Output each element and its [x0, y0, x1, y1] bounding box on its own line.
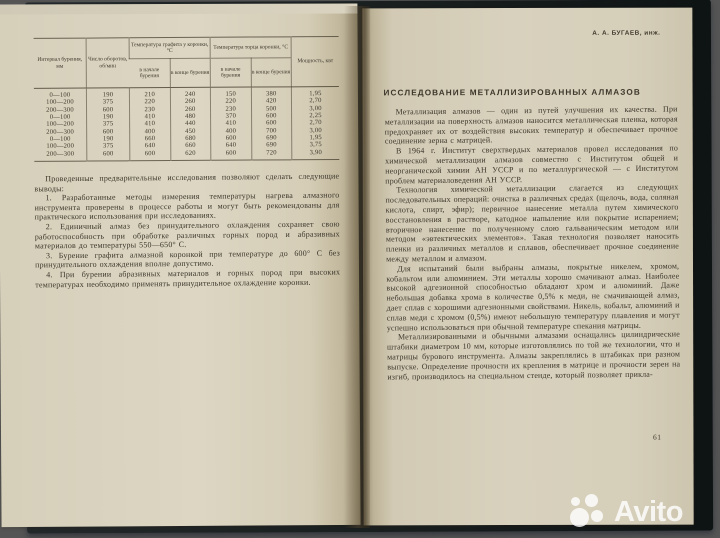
table-cell: 410 — [211, 120, 252, 128]
table-cell: 380 — [251, 87, 292, 98]
table-cell: 1,95 — [292, 134, 340, 142]
paragraph: 4. При бурении абразивных материалов и горных пород при высоких температурах необходимо применять принудительное охлаждение коронки. — [35, 267, 341, 289]
table-cell: 600 — [87, 128, 130, 136]
table-cell: 190 — [87, 113, 130, 121]
col-header-revolutions: Число оборотов, об/мин — [86, 38, 129, 88]
table-cell: 400 — [211, 127, 252, 135]
table-cell: 400 — [130, 128, 171, 136]
sub-header: в конце бурения — [251, 58, 292, 87]
table-cell: 600 — [130, 150, 171, 161]
table-cell: 240 — [170, 87, 211, 98]
table-cell: 0—100 — [49, 113, 71, 121]
table-cell: 3,00 — [292, 105, 340, 113]
table-cell: 660 — [170, 142, 211, 150]
paragraph: 3. Бурение графита алмазной коронкой при температуре до 600° С без принудительного охлаждения вполне допустимо. — [35, 248, 341, 270]
paragraph: Металлизированными и обычными алмазами оснащались цилиндрические штабики диаметром 10 мм, которые изготовлялись по той же технологии, что и матрицы бурового инструмента. Алмазы закреплялись в штабиках при разном выпуске. Определение прочности их крепления в матрице и прочности зерен на изгиб, производилось на специальном стенде, который позволяет прикла- — [386, 329, 681, 382]
col-group-graphite-temp: Температура графита у коронки, °С — [129, 37, 210, 58]
book-gutter-shadow — [344, 6, 370, 528]
paragraph: 1. Разработанные методы измерения температуры нагрева алмазного инструмента проверены в процессе работы и могут быть рекомендованы для практического использования при исследованиях. — [34, 190, 340, 222]
right-page-text — [385, 104, 681, 381]
table-cell: 600 — [87, 150, 130, 161]
table-cell: 370 — [211, 113, 252, 121]
table-cell: 600 — [211, 135, 252, 143]
sub-header: в конце бурения — [170, 58, 211, 87]
paragraph: Технология химической металлизации слагается из следующих последовательных операций: очистка в различных средах (щелочь, вода, соляная кислота, спирт, эфир); первичное нанесение металла путем химического восстановления в растворе, катодное напыление или покрытие испарением; вторичное нанесение по полученному слою гальваническим методом или методом «эвтектических элементов». Такая технология позволяет наносить пленки из различных металлов и сплавов, обеспечивает прочное соединение между металлом и алмазом. — [385, 182, 680, 264]
table-cell: 720 — [251, 149, 292, 160]
table-cell: 3,75 — [292, 141, 340, 149]
table-cell: 690 — [251, 134, 292, 142]
author-line: А. А. БУГАЕВ, инж. — [592, 29, 661, 37]
drilling-data-table — [34, 36, 340, 162]
table-cell: 660 — [130, 135, 171, 143]
table-cell: 640 — [211, 142, 252, 150]
table-header — [34, 37, 339, 89]
table-row — [34, 149, 339, 162]
col-header-interval: Интервал бурения, мм — [34, 38, 87, 88]
table-cell: 100—200 — [46, 121, 75, 129]
table-cell: 500 — [251, 105, 292, 113]
table-cell: 230 — [130, 106, 171, 114]
table-cell: 0—100 — [49, 135, 71, 143]
paragraph: 2. Единичный алмаз без принудительного охлаждения сохраняет свою работоспособность при обработке различных горных пород и абразивных материалов до температуры 550—650° С. — [34, 219, 340, 251]
table-cell: 210 — [129, 88, 170, 99]
table-cell: 150 — [210, 87, 251, 98]
watermark-label: Avito — [614, 495, 683, 528]
table-cell: 680 — [170, 135, 211, 143]
table-cell: 190 — [87, 135, 130, 143]
table-cell: 260 — [170, 98, 211, 106]
table-cell: 410 — [130, 120, 171, 128]
avito-logo-icon — [570, 494, 608, 530]
table-cell: 100—200 — [46, 98, 74, 107]
table-cell: 230 — [211, 105, 252, 113]
table-cell: 600 — [251, 112, 292, 120]
table-cell: 3,00 — [292, 127, 340, 135]
col-header-power: Мощность, квт — [291, 37, 339, 87]
table-cell: 600 — [211, 149, 252, 160]
paragraph: В 1964 г. Институт сверхтвердых материалов провел исследования по химической металлизации алмазов совместно с Институтом общей и неорганической химии АН УССР и по металлургической — с Институтом проблем материаловедения АН УССР. — [385, 143, 679, 186]
sub-header: в начале бурения — [129, 59, 170, 88]
table-cell: 480 — [170, 113, 211, 121]
table-cell: 600 — [87, 106, 130, 114]
table-cell: 200—300 — [46, 106, 74, 114]
col-group-face-temp: Температура торца коронки, °С — [210, 37, 291, 58]
sub-header: в начале бурения — [210, 58, 251, 87]
table-cell: 200—300 — [46, 150, 75, 158]
table-cell: 375 — [87, 121, 130, 129]
table-cell: 600 — [251, 120, 292, 128]
table-cell: 440 — [170, 120, 211, 128]
table-cell: 0—100 — [49, 91, 71, 99]
table-cell: 260 — [170, 105, 211, 113]
table-cell: 100—200 — [46, 143, 75, 151]
left-page — [0, 10, 361, 527]
left-page-text — [34, 171, 340, 289]
table-cell: 220 — [210, 98, 251, 106]
table-cell: 200—300 — [46, 128, 75, 136]
table-cell: 375 — [86, 99, 129, 107]
table-cell: 375 — [87, 143, 130, 151]
table-cell: 2,25 — [292, 112, 340, 120]
table-cell: 700 — [251, 127, 292, 135]
table-cell: 420 — [251, 98, 292, 106]
table-cell: 620 — [170, 150, 211, 161]
paragraph: Металлизация алмазов — один из путей улучшения их качества. При металлизации на поверхность алмазов наносится металлическая пленка, которая предохраняет их от воздействия высоких температур и обеспечивает прочное соединение зерна с матрицей. — [384, 104, 678, 146]
paragraph: Проведенные предварительные исследования позволяют сделать следующие выводы: — [34, 171, 340, 194]
paragraph: Для испытаний были выбраны алмазы, покрытые никелем, хромом, кобальтом или алюминием. Эти металлы хорошо смачивают алмаз. Наиболее высокой адгезионной способностью обладают хром и алюминий. Даже небольшая добавка хрома в количестве 0,5% к меди, не смачивающей алмаз, дает сплав с хорошими адгезионными свойствами. Никель, кобальт, алюминий и сплав меди с хромом (0,5%) имеют небольшую температуру плавления и могут успешно использоваться при обычной температуре спекания матрицы. — [386, 261, 680, 333]
right-page — [362, 8, 693, 526]
table-cell: 2,70 — [291, 97, 339, 105]
table-cell: 190 — [86, 88, 129, 99]
table-body — [34, 87, 339, 162]
table-cell: 640 — [130, 142, 171, 150]
table-cell: 450 — [170, 128, 211, 136]
table-cell: 690 — [251, 142, 292, 150]
table-cell: 2,70 — [292, 119, 340, 127]
avito-watermark — [570, 494, 683, 530]
table-cell: 1,95 — [291, 87, 339, 98]
page-number: 61 — [652, 432, 662, 442]
table-cell: 220 — [129, 98, 170, 106]
table-cell: 410 — [130, 113, 171, 121]
table-cell: 3,90 — [292, 149, 340, 160]
article-title: ИССЛЕДОВАНИЕ МЕТАЛЛИЗИРОВАННЫХ АЛМАЗОВ — [383, 87, 641, 98]
